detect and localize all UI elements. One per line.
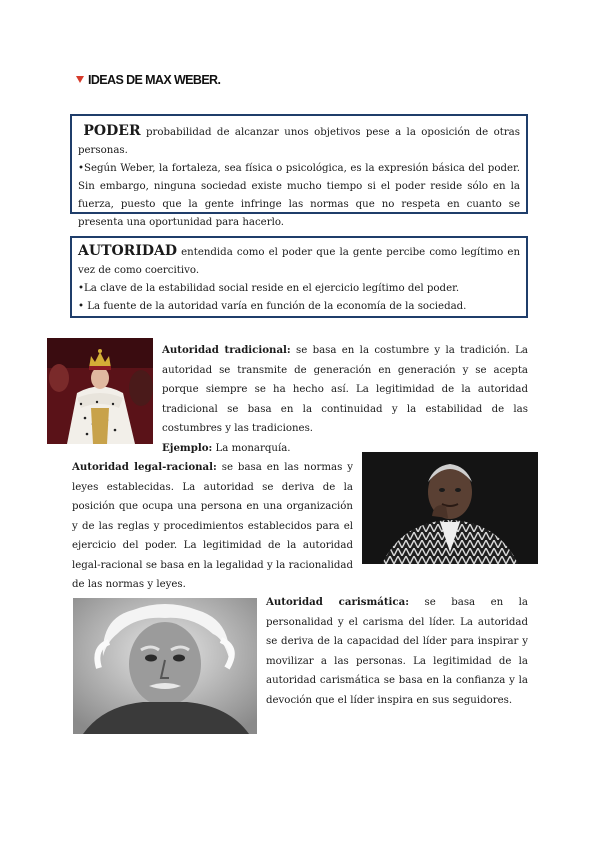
autoridad-term: AUTORIDAD [78, 243, 178, 259]
autoridad-definition [78, 242, 520, 280]
carismatica-text: se basa en la personalidad y el carisma del líder. La autoridad se deriva de la capacidad del líder para inspirar y movilizar a las personas. La legitimidad de la autoridad carismática se basa en la confianza y la devoción que el líder inspira en sus seguidores. [266, 597, 529, 706]
monarch-photo [47, 338, 153, 444]
autoridad-box [70, 236, 528, 318]
leader-portrait-photo [362, 452, 538, 564]
carismatica-heading: Autoridad carismática: [266, 596, 409, 608]
tradicional-section [162, 341, 528, 458]
tradicional-heading: Autoridad tradicional: [162, 344, 291, 356]
autoridad-bullet-2: • La fuente de la autoridad varía en función de la economía de la sociedad. [78, 301, 467, 312]
legal-racional-text: se basa en las normas y leyes establecidas. La autoridad se deriva de la posición que ocupa una persona en una organización y de las reglas y procedimientos establecidos para el ejercicio del poder. La legitimidad de la autoridad legal-racional se basa en la legalidad y la racionalidad de las normas y leyes. [72, 462, 354, 590]
tradicional-text: se basa en la costumbre y la tradición. La autoridad se transmite de generación en generación y se acepta porque siempre se ha hecho así. La legitimidad de la autoridad tradicional se basa en la continuidad y la estabilidad de las costumbres y las tradiciones. [162, 345, 528, 434]
autoridad-definition-text: entendida como el poder que la gente percibe como legítimo en vez de como coercitivo. [78, 247, 520, 276]
legal-racional-heading: Autoridad legal-racional: [72, 461, 217, 473]
charismatic-leader-photo [73, 598, 257, 734]
poder-definition-text: probabilidad de alcanzar unos objetivos pese a la oposición de otras personas. [78, 127, 520, 156]
poder-term: PODER [83, 123, 141, 139]
page-title [76, 73, 220, 87]
poder-box [70, 114, 528, 228]
ejemplo-label: Ejemplo: [162, 441, 213, 454]
carismatica-section [266, 593, 528, 710]
autoridad-bullet-1: •La clave de la estabilidad social reside en el ejercicio legítimo del poder. [78, 283, 460, 294]
poder-bullet: •Según Weber, la fortaleza, sea física o psicológica, es la expresión básica del poder. Sin embargo, ninguna sociedad existe mucho tiempo si el poder reside sólo en la fuerza, puesto que la gente infringe las normas que no respeta en cuanto se presenta una oportunidad para hacerlo. [78, 163, 520, 228]
legal-racional-section [72, 458, 353, 595]
page-title-text: IDEAS DE MAX WEBER. [88, 73, 221, 87]
ejemplo-text: La monarquía. [212, 442, 291, 454]
triangle-bullet-icon [76, 76, 84, 83]
poder-definition [78, 122, 520, 160]
